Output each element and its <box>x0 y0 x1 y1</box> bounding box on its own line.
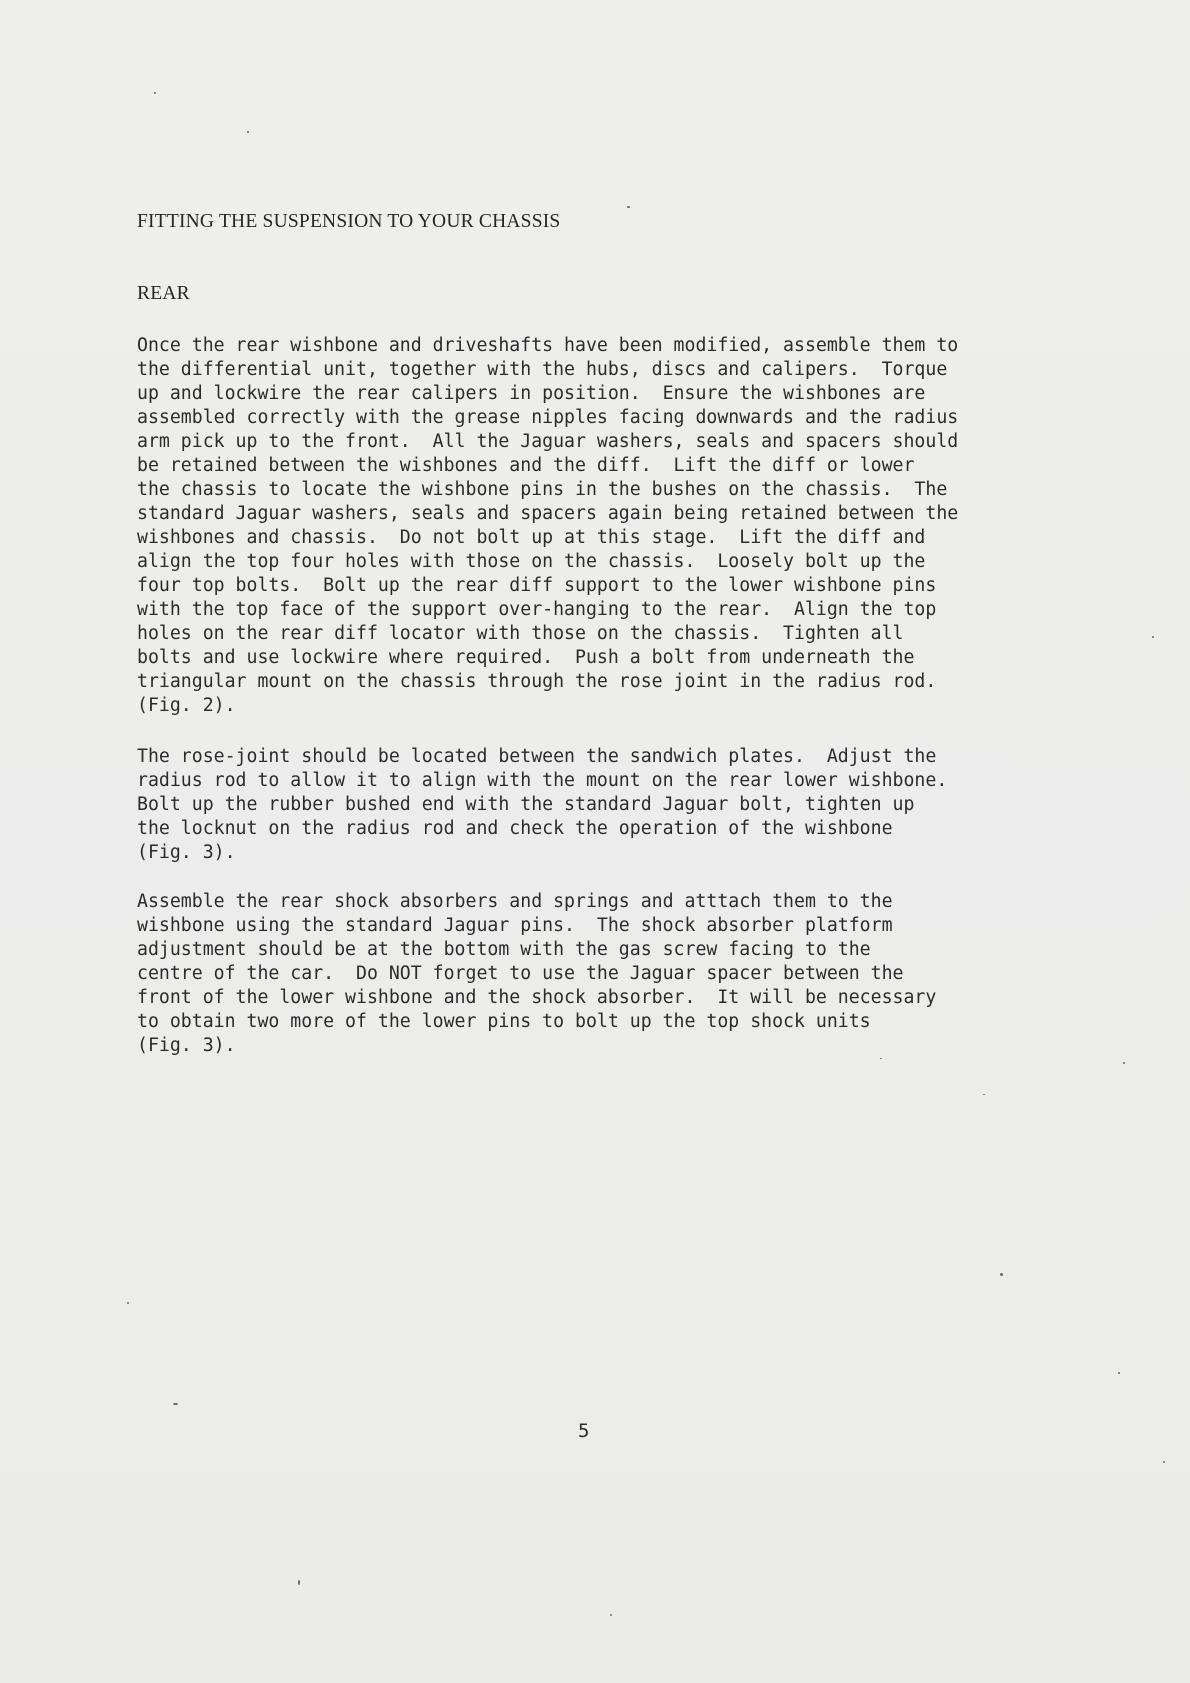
page-title: FITTING THE SUSPENSION TO YOUR CHASSIS <box>137 211 561 232</box>
paragraph-2: The rose-joint should be located between the sandwich plates. Adjust the radius rod to allow it to align with the mount on the rear lower wishbone. Bolt up the rubber bushed end with the standard Jaguar bolt, tighten up the locknut on the radius rod and check the operation of the wishbone (Fig. 3). <box>137 746 948 863</box>
scan-speck <box>127 1302 129 1304</box>
scan-speck <box>983 1094 985 1095</box>
section-heading: REAR <box>137 283 190 304</box>
scan-speck <box>1163 1461 1165 1463</box>
page-number: 5 <box>578 1420 590 1442</box>
scan-speck <box>1118 1372 1120 1374</box>
scan-speck <box>154 92 156 94</box>
scan-speck <box>627 206 630 208</box>
scan-speck <box>173 1403 178 1405</box>
scan-speck <box>298 1580 300 1585</box>
paragraph-3: Assemble the rear shock absorbers and springs and atttach them to the wishbone using the standard Jaguar pins. The shock absorber platform adjustment should be at the bottom with the gas screw facing to the centre of the car. Do NOT forget to use the Jaguar spacer between the front of the lower wishbone and the shock absorber. It will be necessary to obtain two more of the lower pins to bolt up the top shock units (Fig. 3). <box>137 891 937 1056</box>
scan-speck <box>247 131 249 133</box>
paragraph-1: Once the rear wishbone and driveshafts have been modified, assemble them to the differential unit, together with the hubs, discs and calipers. Torque up and lockwire the rear calipers in position. Ensure the wishbones are assembled correctly with the grease nipples facing downwards and the radius arm pick up to the front. All the Jaguar washers, seals and spacers should be retained between the wishbones and the diff. Lift the diff or lower the chassis to locate the wishbone pins in the bushes on the chassis. The standard Jaguar washers, seals and spacers again being retained between the wishbones and chassis. Do not bolt up at this stage. Lift the diff and align the top four holes with those on the chassis. Loosely bolt up the four top bolts. Bolt up the rear diff support to the lower wishbone pins with the top face of the support over-hanging to the rear. Align the top holes on the rear diff locator with those on the chassis. Tighten all bolts and use lockwire where required. Push a bolt from underneath the triangular mount on the chassis through the rose joint in the radius rod. (Fig. 2). <box>137 335 959 716</box>
scan-speck <box>1152 636 1154 638</box>
scan-speck <box>610 1614 612 1616</box>
scan-speck <box>880 1058 882 1059</box>
scan-speck <box>1123 1062 1125 1064</box>
scan-speck <box>1000 1273 1003 1276</box>
